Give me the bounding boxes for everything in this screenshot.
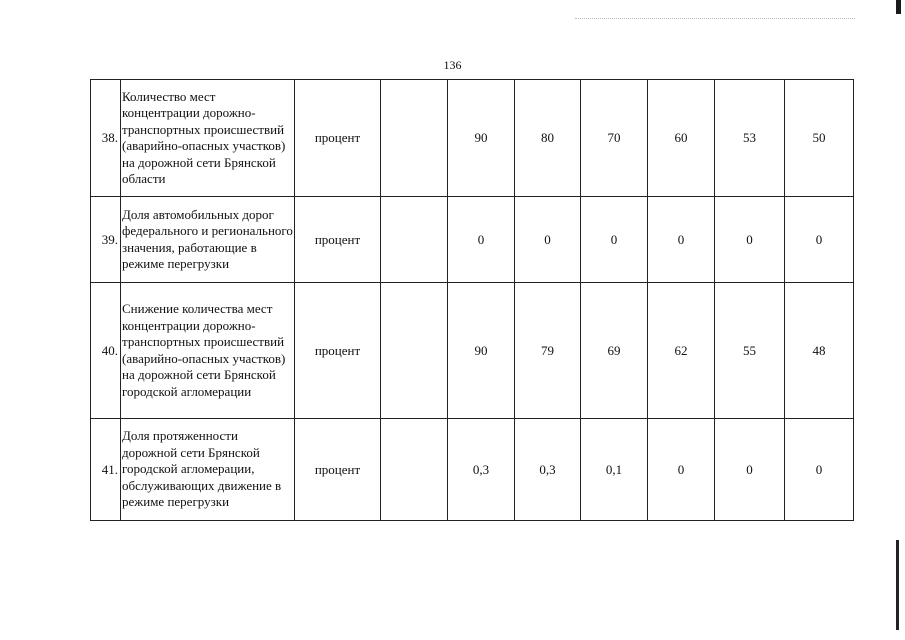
indicator-name: Доля автомобильных дорог федерального и регионального значения, работающие в режиме перегрузки	[121, 197, 295, 283]
value-cell: 0	[715, 419, 785, 521]
value-cell: 90	[448, 80, 515, 197]
indicators-table	[90, 79, 854, 521]
base-value-cell	[381, 283, 448, 419]
unit-cell: процент	[295, 197, 381, 283]
value-cell: 80	[515, 80, 581, 197]
value-cell: 55	[715, 283, 785, 419]
value-cell: 0	[581, 197, 648, 283]
value-cell: 0,1	[581, 419, 648, 521]
unit-cell: процент	[295, 80, 381, 197]
value-cell: 0,3	[515, 419, 581, 521]
value-cell: 0	[448, 197, 515, 283]
row-number: 38.	[91, 80, 121, 197]
table-row	[91, 283, 854, 419]
value-cell: 48	[785, 283, 854, 419]
value-cell: 0,3	[448, 419, 515, 521]
base-value-cell	[381, 419, 448, 521]
value-cell: 50	[785, 80, 854, 197]
value-cell: 69	[581, 283, 648, 419]
value-cell: 62	[648, 283, 715, 419]
row-number: 41.	[91, 419, 121, 521]
value-cell: 70	[581, 80, 648, 197]
value-cell: 53	[715, 80, 785, 197]
scan-noise	[575, 18, 855, 20]
base-value-cell	[381, 197, 448, 283]
table-row	[91, 197, 854, 283]
unit-cell: процент	[295, 283, 381, 419]
value-cell: 90	[448, 283, 515, 419]
indicator-name: Количество мест концентрации дорожно-транспортных происшествий (аварийно-опасных участков) на дорожной сети Брянской области	[121, 80, 295, 197]
indicator-name: Доля протяженности дорожной сети Брянской городской агломерации, обслуживающих движение в режиме перегрузки	[121, 419, 295, 521]
value-cell: 79	[515, 283, 581, 419]
value-cell: 60	[648, 80, 715, 197]
value-cell: 0	[648, 419, 715, 521]
table-row	[91, 419, 854, 521]
unit-cell: процент	[295, 419, 381, 521]
base-value-cell	[381, 80, 448, 197]
table-row	[91, 80, 854, 197]
value-cell: 0	[785, 197, 854, 283]
page-number: 136	[443, 58, 462, 72]
value-cell: 0	[785, 419, 854, 521]
value-cell: 0	[648, 197, 715, 283]
value-cell: 0	[515, 197, 581, 283]
scan-edge-line	[896, 540, 899, 630]
row-number: 40.	[91, 283, 121, 419]
indicator-name: Снижение количества мест концентрации дорожно-транспортных происшествий (аварийно-опасных участков) на дорожной сети Брянской городской агломерации	[121, 283, 295, 419]
row-number: 39.	[91, 197, 121, 283]
scan-edge-mark	[896, 0, 901, 14]
value-cell: 0	[715, 197, 785, 283]
